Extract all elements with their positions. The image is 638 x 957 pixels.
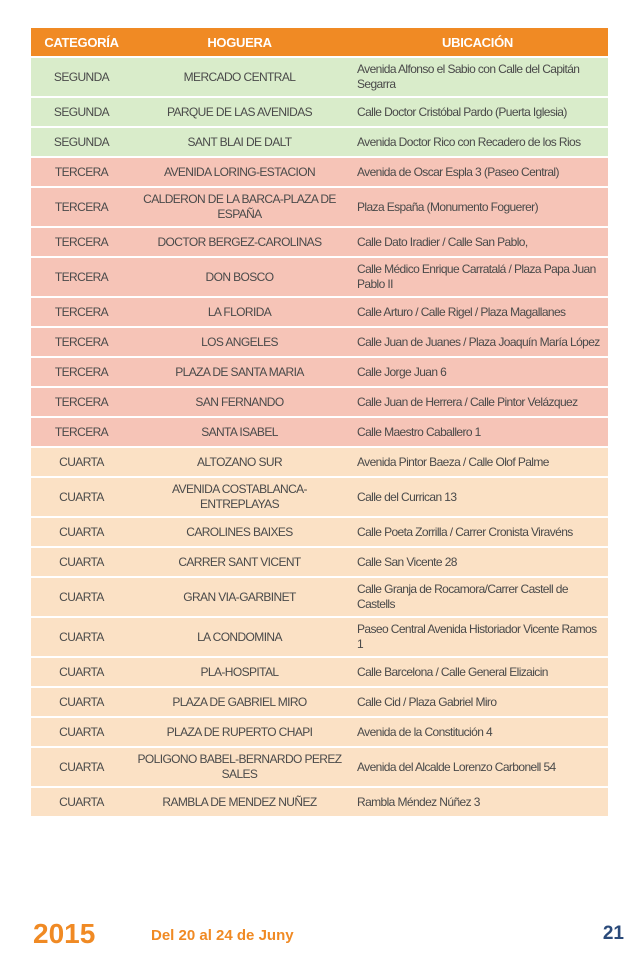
table-row — [31, 358, 608, 386]
row-ubicacion: Calle San Vicente 28 — [347, 548, 608, 576]
row-category: CUARTA — [31, 478, 132, 516]
row-ubicacion: Calle Maestro Caballero 1 — [347, 418, 608, 446]
table-row — [31, 258, 608, 296]
row-category: CUARTA — [31, 578, 132, 616]
table-row — [31, 388, 608, 416]
row-hoguera: CARRER SANT VICENT — [132, 548, 347, 576]
row-category: TERCERA — [31, 258, 132, 296]
row-hoguera: PLAZA DE SANTA MARIA — [132, 358, 347, 386]
row-ubicacion: Calle Barcelona / Calle General Elizaicin — [347, 658, 608, 686]
row-ubicacion: Avenida Doctor Rico con Recadero de los Rios — [347, 128, 608, 156]
row-hoguera: AVENIDA COSTABLANCA-ENTREPLAYAS — [132, 478, 347, 516]
row-ubicacion: Calle Juan de Juanes / Plaza Joaquín María López — [347, 328, 608, 356]
row-category: TERCERA — [31, 158, 132, 186]
row-ubicacion: Calle Granja de Rocamora/Carrer Castell de Castells — [347, 578, 608, 616]
table-row — [31, 518, 608, 546]
row-ubicacion: Calle Jorge Juan 6 — [347, 358, 608, 386]
table-row — [31, 228, 608, 256]
row-category: TERCERA — [31, 358, 132, 386]
header-hoguera: HOGUERA — [132, 28, 347, 56]
row-hoguera: SAN FERNANDO — [132, 388, 347, 416]
footer-dates: Del 20 al 24 de Juny — [151, 927, 294, 944]
page-footer — [0, 918, 638, 954]
header-ubicacion: UBICACIÓN — [347, 28, 608, 56]
row-ubicacion: Calle Arturo / Calle Rigel / Plaza Magallanes — [347, 298, 608, 326]
row-ubicacion: Calle del Currican 13 — [347, 478, 608, 516]
row-category: TERCERA — [31, 298, 132, 326]
row-hoguera: PLAZA DE RUPERTO CHAPI — [132, 718, 347, 746]
table-row — [31, 688, 608, 716]
table-row — [31, 578, 608, 616]
row-ubicacion: Calle Cid / Plaza Gabriel Miro — [347, 688, 608, 716]
row-hoguera: SANT BLAI DE DALT — [132, 128, 347, 156]
row-ubicacion: Avenida Pintor Baeza / Calle Olof Palme — [347, 448, 608, 476]
row-hoguera: DOCTOR BERGEZ-CAROLINAS — [132, 228, 347, 256]
table-row — [31, 158, 608, 186]
table-row — [31, 328, 608, 356]
table-row — [31, 548, 608, 576]
row-hoguera: GRAN VIA-GARBINET — [132, 578, 347, 616]
table-row — [31, 748, 608, 786]
row-ubicacion: Calle Dato Iradier / Calle San Pablo, — [347, 228, 608, 256]
row-hoguera: LA FLORIDA — [132, 298, 347, 326]
row-hoguera: CALDERON DE LA BARCA-PLAZA DE ESPAÑA — [132, 188, 347, 226]
row-hoguera: ALTOZANO SUR — [132, 448, 347, 476]
row-hoguera: AVENIDA LORING-ESTACION — [132, 158, 347, 186]
row-hoguera: LOS ANGELES — [132, 328, 347, 356]
table-row — [31, 298, 608, 326]
table-header — [31, 28, 608, 56]
header-row — [31, 28, 608, 56]
row-ubicacion: Plaza España (Monumento Foguerer) — [347, 188, 608, 226]
table-row — [31, 478, 608, 516]
row-ubicacion: Calle Poeta Zorrilla / Carrer Cronista Viravéns — [347, 518, 608, 546]
table-row — [31, 98, 608, 126]
row-category: CUARTA — [31, 788, 132, 816]
row-ubicacion: Avenida del Alcalde Lorenzo Carbonell 54 — [347, 748, 608, 786]
header-categoria: CATEGORÍA — [31, 28, 132, 56]
row-hoguera: DON BOSCO — [132, 258, 347, 296]
row-hoguera: CAROLINES BAIXES — [132, 518, 347, 546]
table-row — [31, 188, 608, 226]
row-ubicacion: Avenida de Oscar Espla 3 (Paseo Central) — [347, 158, 608, 186]
row-category: TERCERA — [31, 328, 132, 356]
row-ubicacion: Avenida de la Constitución 4 — [347, 718, 608, 746]
table-row — [31, 788, 608, 816]
row-category: SEGUNDA — [31, 58, 132, 96]
page-number: 21 — [602, 923, 624, 944]
row-hoguera: LA CONDOMINA — [132, 618, 347, 656]
row-category: CUARTA — [31, 718, 132, 746]
table-row — [31, 448, 608, 476]
table-body — [31, 58, 608, 816]
row-category: CUARTA — [31, 618, 132, 656]
row-ubicacion: Rambla Méndez Núñez 3 — [347, 788, 608, 816]
row-category: CUARTA — [31, 548, 132, 576]
row-ubicacion: Calle Doctor Cristóbal Pardo (Puerta Iglesia) — [347, 98, 608, 126]
row-category: CUARTA — [31, 688, 132, 716]
table-row — [31, 658, 608, 686]
row-ubicacion: Calle Médico Enrique Carratalá / Plaza Papa Juan Pablo II — [347, 258, 608, 296]
row-category: TERCERA — [31, 228, 132, 256]
row-category: CUARTA — [31, 518, 132, 546]
table-row — [31, 618, 608, 656]
row-ubicacion: Avenida Alfonso el Sabio con Calle del Capitán Segarra — [347, 58, 608, 96]
hogueras-table-container — [31, 26, 608, 818]
row-hoguera: PLA-HOSPITAL — [132, 658, 347, 686]
row-ubicacion: Paseo Central Avenida Historiador Vicente Ramos 1 — [347, 618, 608, 656]
row-hoguera: POLIGONO BABEL-BERNARDO PEREZ SALES — [132, 748, 347, 786]
row-category: TERCERA — [31, 418, 132, 446]
hogueras-table — [31, 26, 608, 818]
footer-year: 2015 — [33, 918, 96, 949]
table-row — [31, 58, 608, 96]
table-row — [31, 718, 608, 746]
row-category: CUARTA — [31, 658, 132, 686]
row-hoguera: SANTA ISABEL — [132, 418, 347, 446]
row-hoguera: PARQUE DE LAS AVENIDAS — [132, 98, 347, 126]
table-row — [31, 128, 608, 156]
row-hoguera: PLAZA DE GABRIEL MIRO — [132, 688, 347, 716]
row-hoguera: RAMBLA DE MENDEZ NUÑEZ — [132, 788, 347, 816]
table-row — [31, 418, 608, 446]
row-category: TERCERA — [31, 188, 132, 226]
row-category: SEGUNDA — [31, 128, 132, 156]
row-ubicacion: Calle Juan de Herrera / Calle Pintor Velázquez — [347, 388, 608, 416]
row-hoguera: MERCADO CENTRAL — [132, 58, 347, 96]
row-category: CUARTA — [31, 748, 132, 786]
row-category: CUARTA — [31, 448, 132, 476]
row-category: TERCERA — [31, 388, 132, 416]
row-category: SEGUNDA — [31, 98, 132, 126]
